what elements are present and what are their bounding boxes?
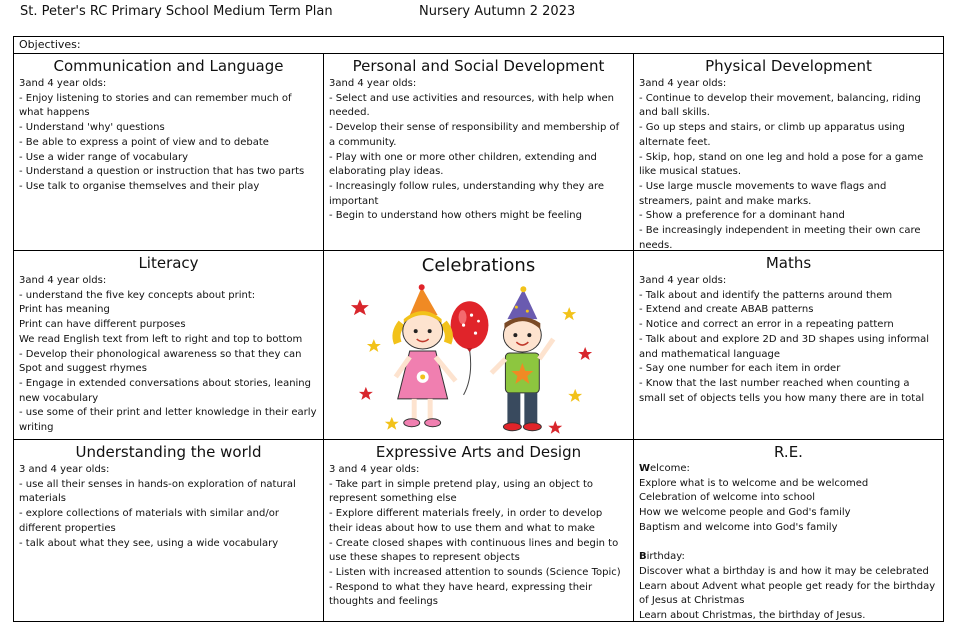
list-item: Explore what is to welcome and be welcomed (639, 477, 869, 489)
celebration-illustration (324, 277, 633, 440)
list-item: - Enjoy listening to stories and can remember much of what happens (19, 92, 292, 119)
objective-list (19, 478, 318, 552)
list-item: - Begin to understand how others might be feeling (329, 210, 582, 222)
list-item: - Extend and create ABAB patterns (639, 304, 814, 316)
list-item: - talk about what they see, using a wide vocabulary (19, 537, 279, 549)
list-item: - Talk about and explore 2D and 3D shapes using informal and mathematical language (639, 333, 930, 360)
cell-intro: 3 and 4 year olds: (329, 464, 420, 475)
cell-title: Personal and Social Development (352, 57, 605, 75)
list-item: - Develop their phonological awareness so that they can Spot and suggest rhymes (19, 348, 302, 375)
list-item: - Say one number for each item in order (639, 363, 841, 375)
objectives-label: Objectives: (14, 37, 943, 54)
cell-celebrations (324, 251, 634, 440)
list-item: Print has meaning (19, 304, 110, 316)
list-item: - Play with one or more other children, extending and elaborating play ideas. (329, 151, 597, 178)
cell-intro: 3and 4 year olds: (19, 78, 107, 89)
list-item: - Use a wider range of vocabulary (19, 151, 189, 163)
list-item: - Be increasingly independent in meeting their own care needs. (639, 225, 921, 251)
cell-title: Maths (765, 254, 812, 272)
topic-title: Celebrations (421, 255, 536, 276)
list-item: - Understand a question or instruction that has two parts (19, 166, 305, 178)
list-item: - Select and use activities and resources, with help when needed. (329, 92, 614, 119)
list-item: - Use large muscle movements to wave flags and streamers, paint and make marks. (639, 180, 887, 207)
list-item: Celebration of welcome into school (639, 492, 815, 504)
cell-intro: 3and 4 year olds: (639, 275, 727, 286)
cell-communication-language (14, 54, 324, 251)
cell-title: Understanding the world (75, 443, 262, 461)
school-title: St. Peter's RC Primary School Medium Term Plan (20, 4, 333, 19)
list-item: - Understand 'why' questions (19, 122, 165, 134)
list-item: - Develop their sense of responsibility and membership of a community. (329, 122, 620, 148)
birthday-heading: Birthday: (639, 551, 685, 563)
list-item: - Talk about and identify the patterns around them (639, 289, 893, 301)
objective-list (639, 92, 938, 251)
objective-list (19, 289, 318, 436)
list-item: How we welcome people and God's family (639, 507, 851, 519)
cell-expressive-arts (324, 440, 634, 621)
list-item: - Continue to develop their movement, balancing, riding and ball skills. (639, 92, 921, 119)
cell-understanding-world (14, 440, 324, 621)
cell-intro: 3and 4 year olds: (19, 275, 107, 286)
list-item: - use some of their print and letter knowledge in their early writing (19, 407, 317, 434)
boy-figure (491, 286, 553, 431)
list-item: - Respond to what they have heard, expressing their thoughts and feelings (329, 581, 593, 608)
cell-title: R.E. (774, 443, 803, 461)
cell-personal-social (324, 54, 634, 251)
cell-title: Expressive Arts and Design (375, 443, 582, 461)
list-item: - Listen with increased attention to sounds (Science Topic) (329, 566, 621, 578)
cell-intro: 3and 4 year olds: (329, 78, 417, 89)
list-item: - understand the five key concepts about print: (19, 289, 256, 301)
objective-list (19, 92, 318, 195)
plan-table (13, 36, 944, 622)
objective-list (639, 289, 938, 407)
list-item: - Engage in extended conversations about stories, leaning new vocabulary (19, 377, 311, 404)
cell-title: Physical Development (705, 57, 872, 75)
list-item: Learn about Advent what people get ready for the birthday of Jesus at Christmas (639, 580, 936, 607)
list-item: Discover what a birthday is and how it may be celebrated (639, 565, 929, 577)
list-item: - Create closed shapes with continuous lines and begin to use these shapes to represent objects (329, 537, 619, 564)
birthday-list (639, 565, 938, 621)
cell-literacy (14, 251, 324, 440)
list-item: - Notice and correct an error in a repeating pattern (639, 319, 894, 331)
list-item: - Show a preference for a dominant hand (639, 210, 845, 222)
list-item: We read English text from left to right and top to bottom (19, 333, 303, 345)
cell-intro: 3and 4 year olds: (639, 78, 727, 89)
objective-list (329, 478, 628, 610)
list-item: - Take part in simple pretend play, using an object to represent something else (329, 478, 594, 505)
welcome-heading: Welcome: (639, 463, 690, 474)
girl-figure (396, 284, 456, 427)
cell-re (634, 440, 943, 621)
cell-title: Communication and Language (53, 57, 284, 75)
list-item: - Explore different materials freely, in order to develop their ideas about how to use them and what to make (329, 508, 603, 534)
list-item: Print can have different purposes (19, 319, 186, 331)
list-item: Baptism and welcome into God's family (639, 521, 838, 533)
list-item: - use all their senses in hands-on exploration of natural materials (19, 478, 296, 505)
list-item: - Increasingly follow rules, understanding why they are important (329, 180, 605, 207)
balloon-icon (451, 301, 489, 395)
list-item: - Skip, hop, stand on one leg and hold a pose for a game like musical statues. (639, 151, 924, 178)
list-item: - Use talk to organise themselves and their play (19, 180, 260, 192)
cell-physical-development (634, 54, 943, 251)
list-item: - Know that the last number reached when counting a small set of objects tells you how many there are in total (639, 377, 925, 404)
term-title: Nursery Autumn 2 2023 (419, 4, 576, 19)
welcome-list (639, 477, 938, 536)
objective-list (329, 92, 628, 224)
list-item: - Go up steps and stairs, or climb up apparatus using alternate feet. (639, 122, 905, 148)
list-item: - explore collections of materials with similar and/or different properties (19, 508, 279, 534)
list-item: - Be able to express a point of view and to debate (19, 136, 269, 148)
cell-title: Literacy (138, 254, 199, 272)
cell-maths (634, 251, 943, 440)
list-item: Learn about Christmas, the birthday of Jesus. (639, 610, 866, 621)
cell-intro: 3 and 4 year olds: (19, 464, 110, 475)
